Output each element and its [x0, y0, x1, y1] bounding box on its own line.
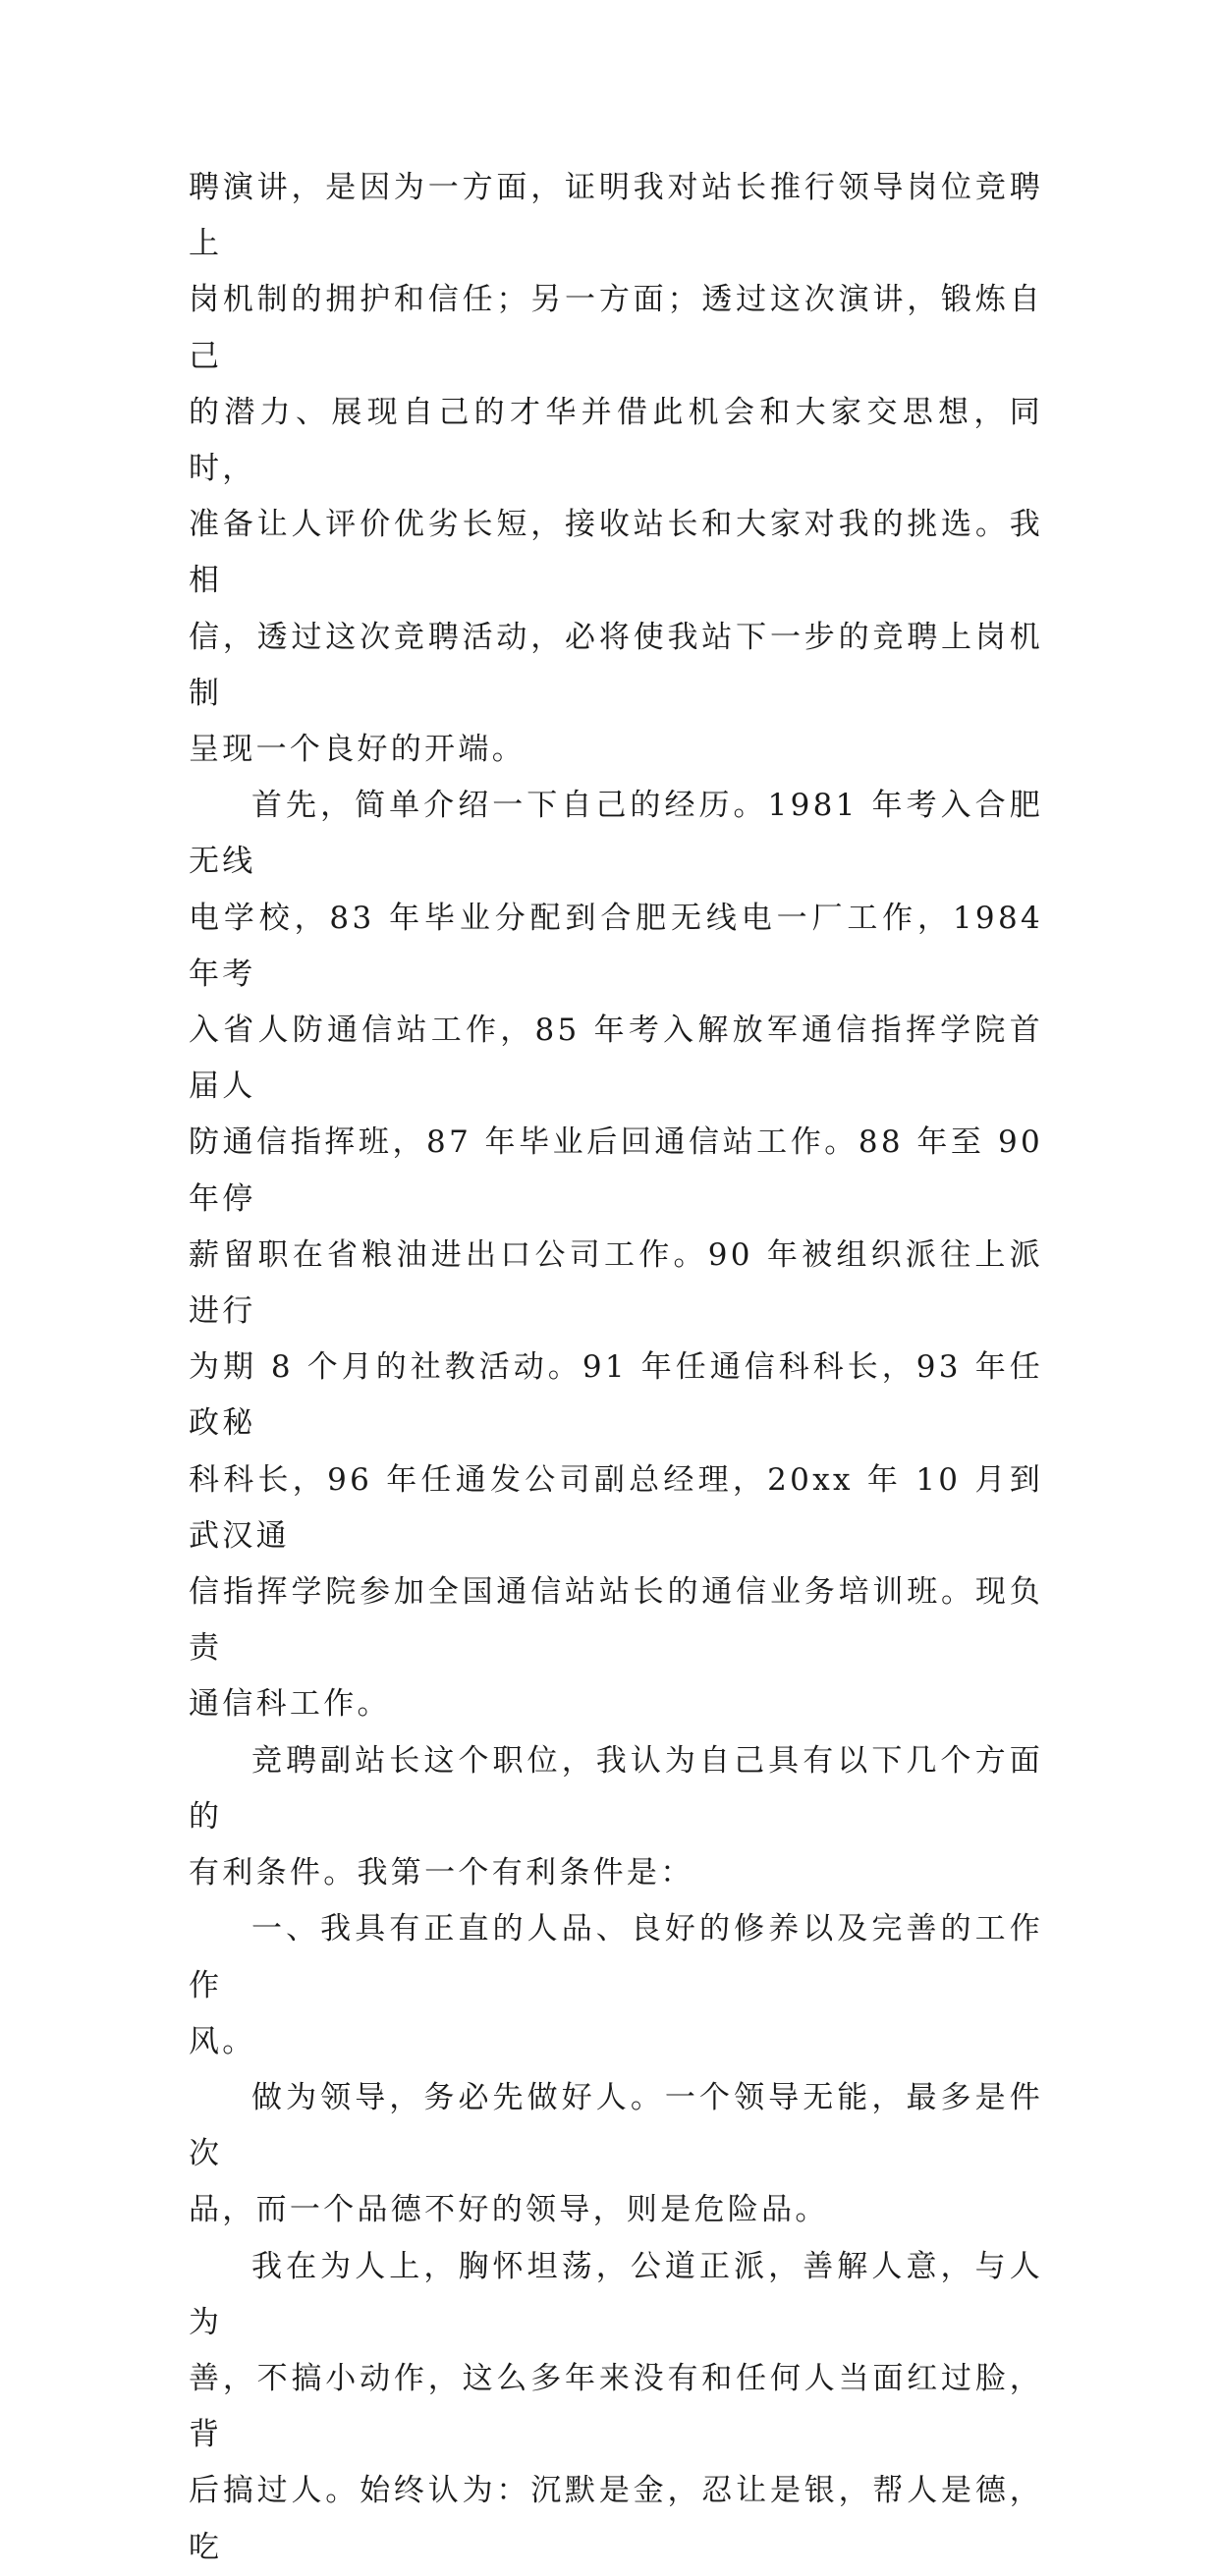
text-line: 薪留职在省粮油进出口公司工作。90 年被组织派往上派进行 — [189, 1236, 1043, 1330]
paragraph — [189, 2239, 1043, 2576]
paragraph — [189, 1733, 1043, 1902]
text-line: 品，而一个品德不好的领导，则是危险品。 — [189, 2192, 829, 2228]
text-line: 首先，简单介绍一下自己的经历。1981 年考入合肥无线 — [189, 788, 1043, 880]
text-line: 我在为人上，胸怀坦荡，公道正派，善解人意，与人为 — [189, 2248, 1043, 2340]
text-line: 做为领导，务必先做好人。一个领导无能，最多是件次 — [189, 2079, 1043, 2172]
text-line: 准备让人评价优劣长短，接收站长和大家对我的挑选。我相 — [189, 507, 1043, 599]
paragraph — [189, 778, 1043, 1732]
paragraph — [189, 160, 1043, 778]
document-body — [189, 160, 1043, 2576]
text-line: 竞聘副站长这个职位，我认为自己具有以下几个方面的 — [189, 1742, 1043, 1835]
text-line: 风。 — [189, 2023, 256, 2059]
text-line: 科科长，96 年任通发公司副总经理，20xx 年 10 月到武汉通 — [189, 1461, 1043, 1554]
text-line: 有利条件。我第一个有利条件是： — [189, 1855, 694, 1891]
paragraph — [189, 1901, 1043, 2070]
text-line: 后搞过人。始终认为：沉默是金，忍让是银，帮人是德，吃 — [189, 2473, 1043, 2565]
text-line: 入省人防通信站工作，85 年考入解放军通信指挥学院首届人 — [189, 1013, 1043, 1105]
text-line: 为期 8 个月的社教活动。91 年任通信科科长，93 年任政秘 — [189, 1349, 1043, 1442]
text-line: 的潜力、展现自己的才华并借此机会和大家交思想，同时， — [189, 394, 1043, 487]
text-line: 电学校，83 年毕业分配到合肥无线电一厂工作，1984 年考 — [189, 900, 1043, 992]
text-line: 一、我具有正直的人品、良好的修养以及完善的工作作 — [189, 1911, 1043, 2003]
text-line: 岗机制的拥护和信任；另一方面；透过这次演讲，锻炼自己 — [189, 282, 1043, 374]
text-line: 信指挥学院参加全国通信站站长的通信业务培训班。现负责 — [189, 1574, 1043, 1667]
text-line: 善，不搞小动作，这么多年来没有和任何人当面红过脸，背 — [189, 2360, 1043, 2453]
text-line: 通信科工作。 — [189, 1686, 391, 1723]
text-line: 信，透过这次竞聘活动，必将使我站下一步的竞聘上岗机制 — [189, 619, 1043, 711]
text-line: 呈现一个良好的开端。 — [189, 732, 526, 768]
text-line: 防通信指挥班，87 年毕业后回通信站工作。88 年至 90 年停 — [189, 1124, 1043, 1217]
text-line: 聘演讲，是因为一方面，证明我对站长推行领导岗位竞聘上 — [189, 170, 1043, 262]
paragraph — [189, 2070, 1043, 2239]
